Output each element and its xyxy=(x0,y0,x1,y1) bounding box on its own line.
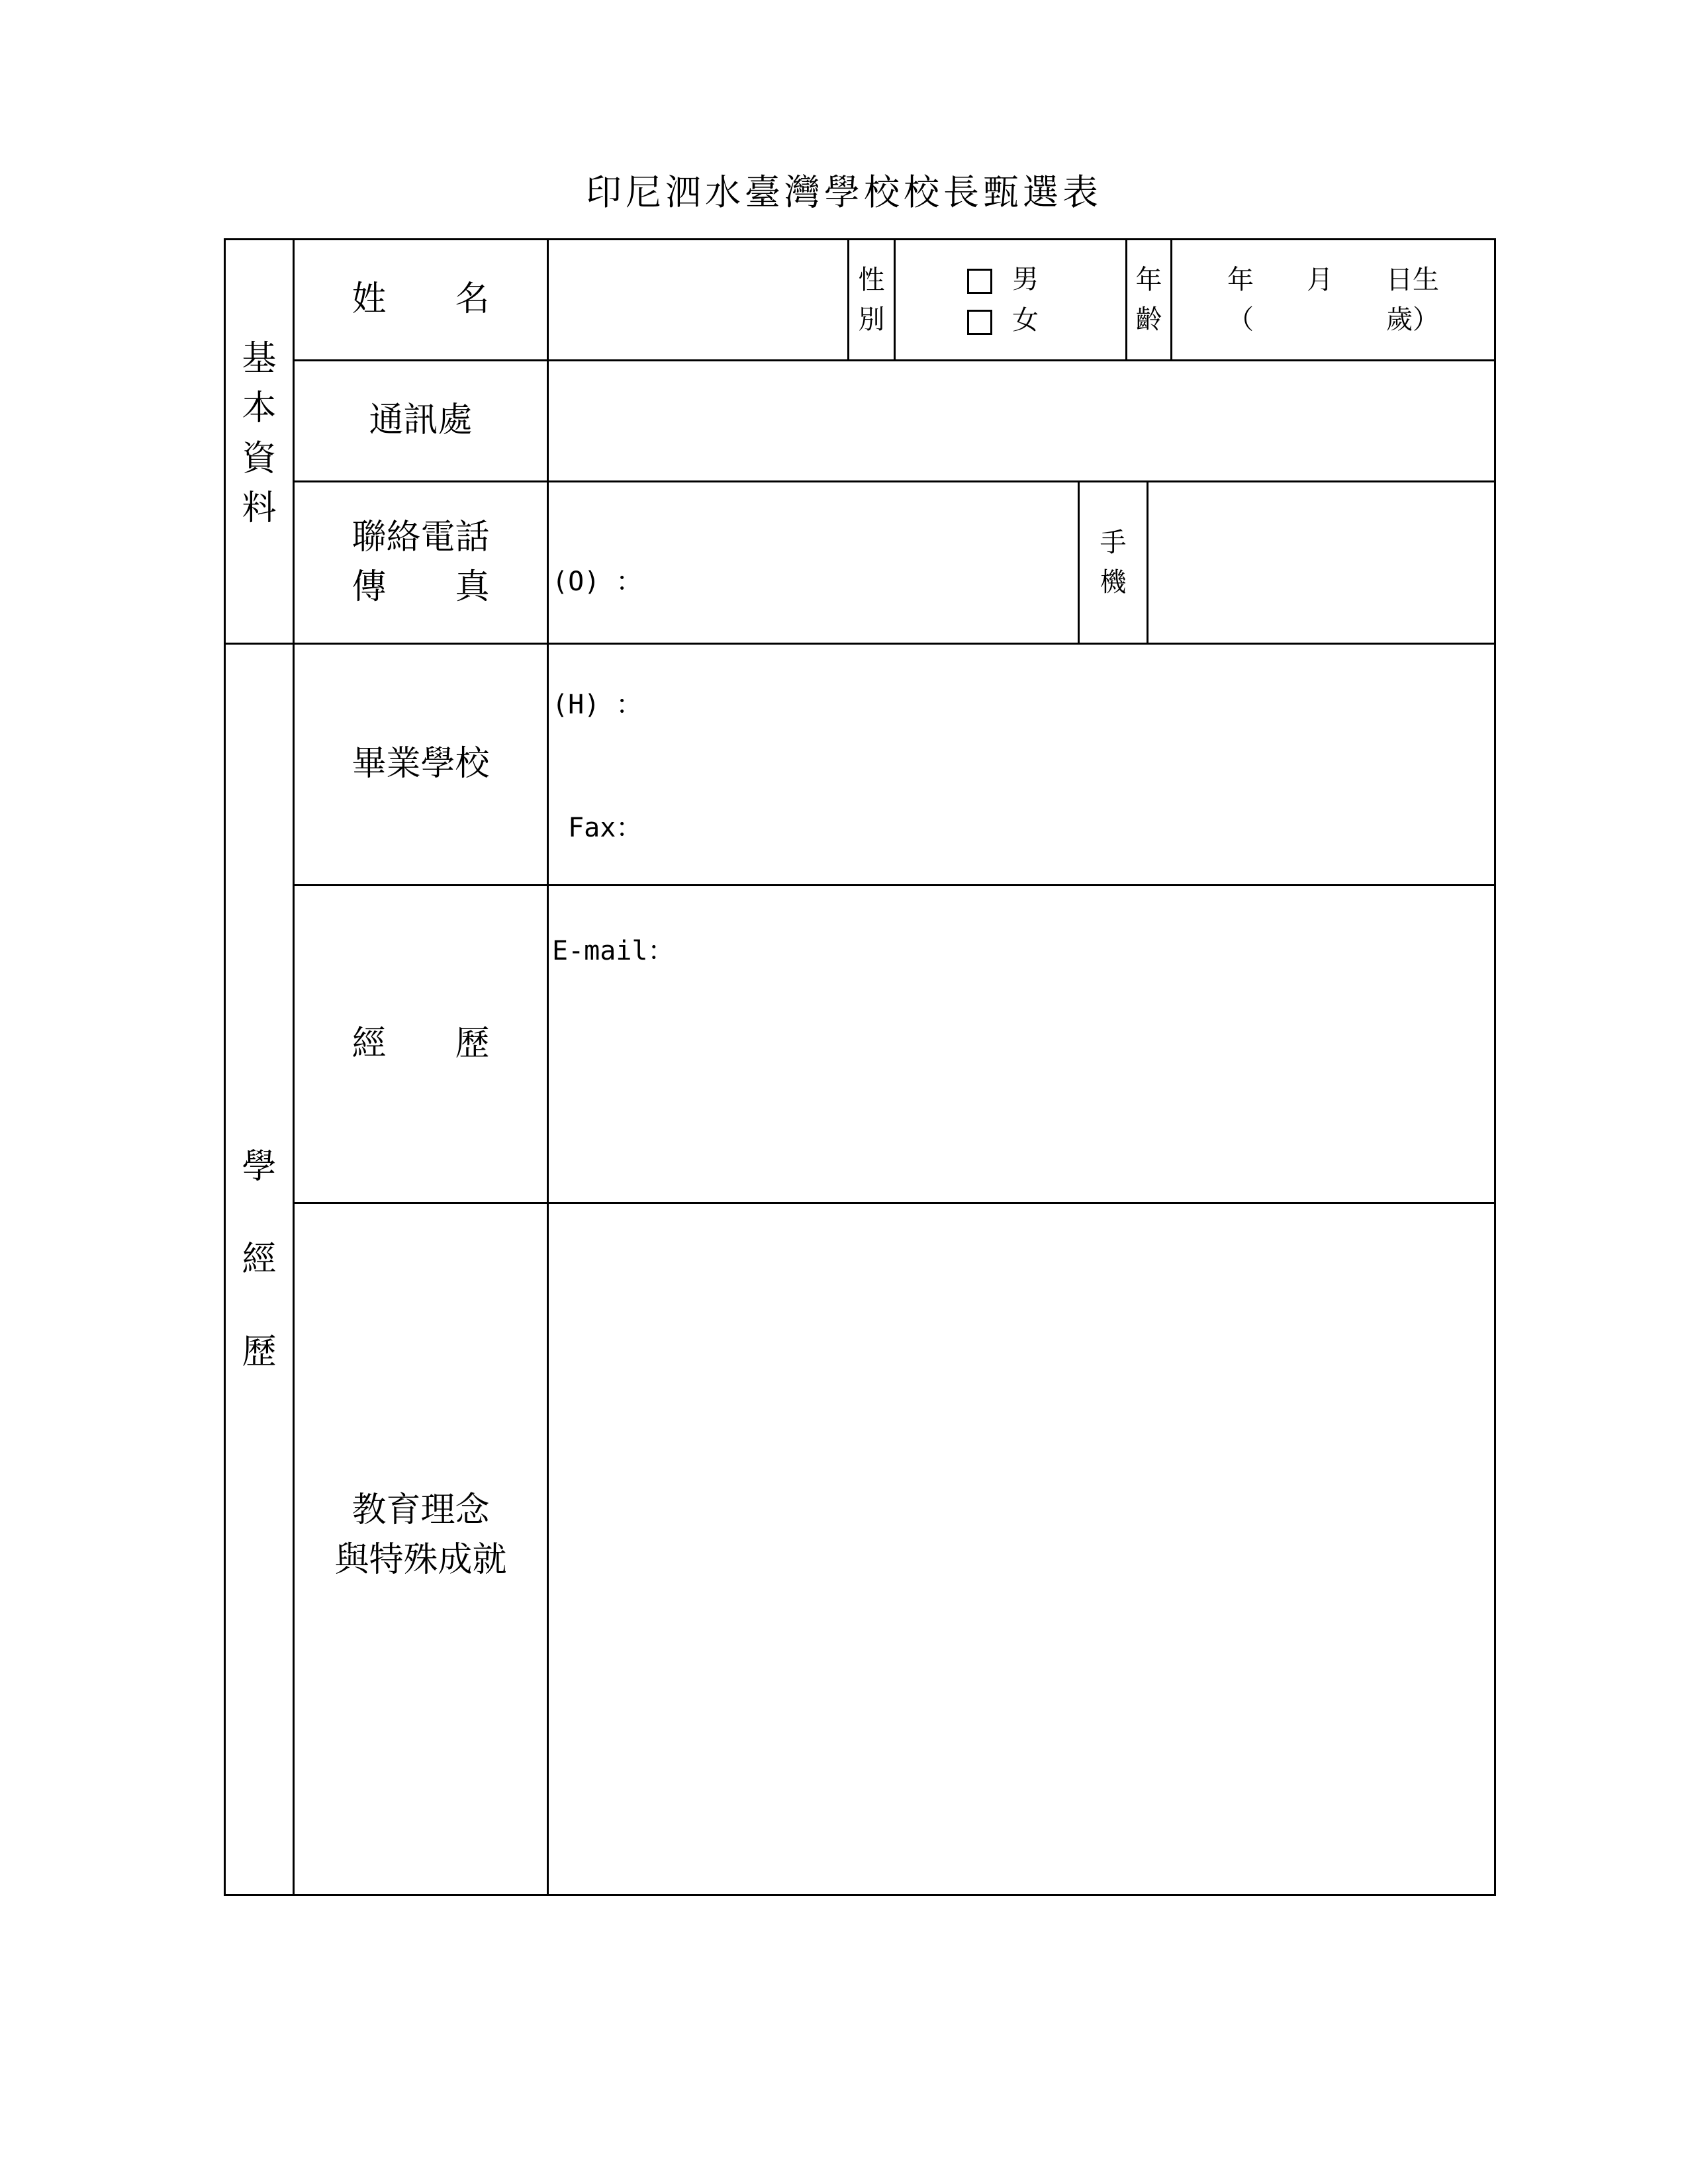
address-label: 通訊處 xyxy=(369,400,473,441)
page-title: 印尼泗水臺灣學校校長甄選表 xyxy=(586,171,1102,213)
mobile-field[interactable] xyxy=(1149,482,1494,643)
table-border-right xyxy=(1494,238,1496,1896)
address-field[interactable] xyxy=(549,361,1494,480)
section-experience: 學 經 歷 xyxy=(242,1147,277,1372)
mobile-label: 手 機 xyxy=(1100,527,1127,598)
gender-label: 性 別 xyxy=(858,265,885,335)
gender-option-male[interactable]: 男 xyxy=(967,259,1125,300)
phone-fax-label: 聯絡電話 傳 真 xyxy=(352,517,490,607)
experience-label: 經 歷 xyxy=(352,1023,490,1064)
name-label: 姓 名 xyxy=(352,279,490,320)
name-field[interactable] xyxy=(549,240,847,359)
philosophy-field[interactable] xyxy=(549,1204,1494,1894)
school-label: 畢業學校 xyxy=(352,744,490,784)
birthdate-field[interactable]: 年 月 日生 （ 歲） xyxy=(1227,265,1439,335)
fax-line: Fax： xyxy=(552,813,643,843)
contact-field[interactable] xyxy=(552,479,1078,966)
home-phone-line: (H) ： xyxy=(552,690,643,720)
gender-options xyxy=(896,240,1125,359)
experience-field[interactable] xyxy=(549,886,1494,1202)
male-checkbox[interactable] xyxy=(967,269,992,294)
office-phone-line: (O) ： xyxy=(552,567,643,597)
philosophy-label: 教育理念 與特殊成就 xyxy=(334,1490,507,1580)
section-basic-info: 基 本 資 料 xyxy=(242,339,277,529)
email-line: E-mail： xyxy=(552,936,675,966)
gender-option-female[interactable]: 女 xyxy=(967,300,1125,341)
table-border-bottom xyxy=(224,1894,1496,1896)
female-checkbox[interactable] xyxy=(967,310,992,335)
age-label: 年 齡 xyxy=(1135,265,1162,335)
school-field[interactable] xyxy=(549,645,1494,884)
